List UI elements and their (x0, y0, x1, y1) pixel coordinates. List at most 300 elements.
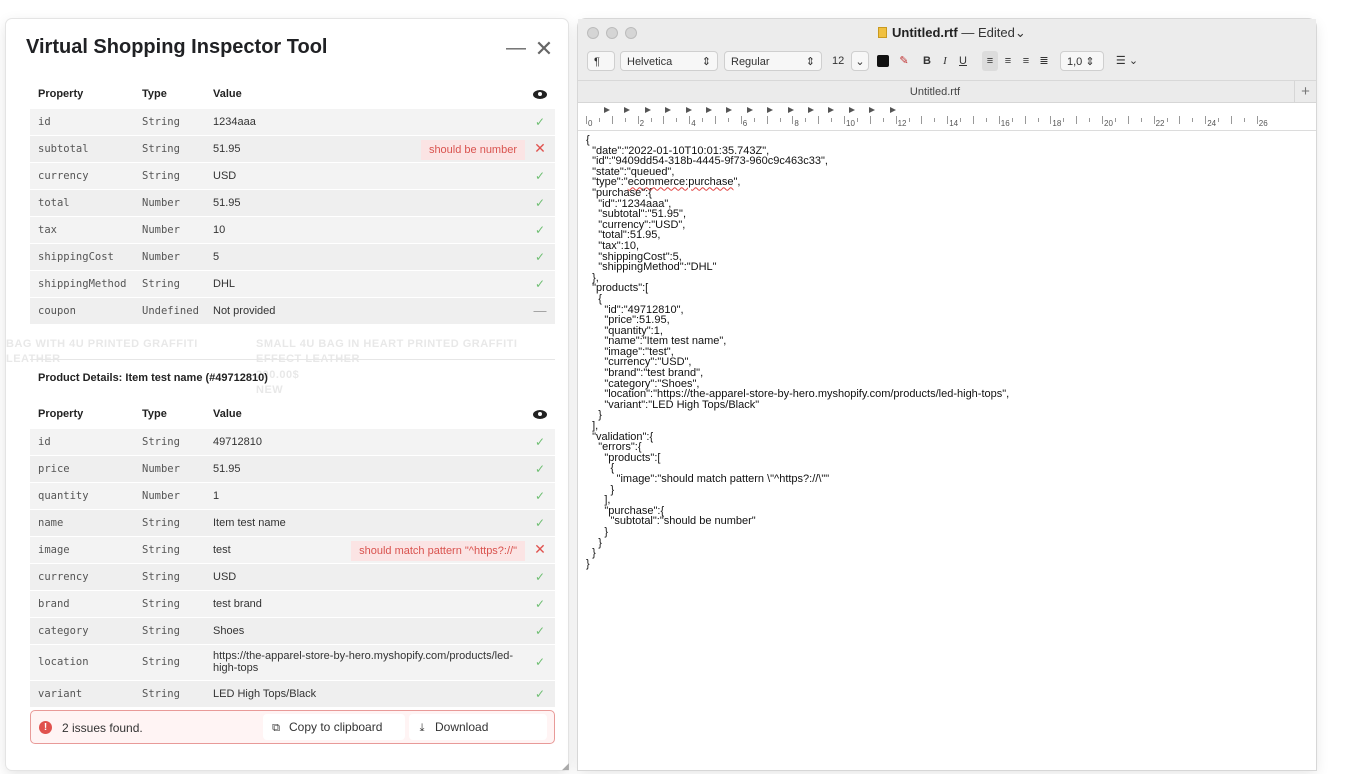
document-line: "state":"queued", (586, 165, 675, 178)
tab-stop-marker[interactable] (604, 107, 610, 113)
eye-icon (533, 90, 547, 99)
resize-grip-icon[interactable]: ◢ (562, 761, 569, 771)
updown-icon: ⇕ (701, 56, 711, 68)
ruler-tick (728, 118, 729, 122)
document-line: "price":51.95, (586, 314, 670, 327)
check-icon: ✓ (534, 276, 546, 291)
table-row[interactable] (30, 297, 555, 324)
inspector-title: Virtual Shopping Inspector Tool (26, 36, 328, 58)
new-tab-button[interactable]: + (1294, 81, 1316, 103)
row-value (205, 243, 525, 270)
ruler-tick (715, 116, 716, 124)
ruler-tick (1154, 116, 1155, 124)
row-type: String (134, 644, 205, 680)
ruler-tick (638, 116, 639, 124)
row-value-text: 49712810 (213, 435, 262, 448)
row-value-text: 1 (213, 489, 220, 502)
font-family-value: Helvetica (627, 56, 673, 68)
row-value (205, 644, 525, 680)
background-text: SMALL 4U BAG IN HEART PRINTED GRAFFITI (256, 338, 518, 350)
document-line: "name":"Item test name", (586, 335, 727, 348)
visibility-toggle[interactable] (525, 401, 555, 428)
table-row[interactable] (30, 428, 555, 455)
ruler-tick (1218, 118, 1219, 122)
document-line: "image":"should match pattern \"^https?://\"" (586, 473, 830, 485)
document-line: }, (586, 271, 599, 284)
ruler-tick (1257, 116, 1258, 124)
row-status (525, 243, 555, 270)
text-color-swatch[interactable] (877, 55, 889, 67)
close-button[interactable]: ✕ (534, 36, 554, 61)
row-property: brand (30, 590, 134, 617)
document-line: "validation":{ (586, 430, 654, 443)
row-value (205, 509, 525, 536)
issues-count: 2 issues found. (62, 721, 143, 735)
row-type: String (134, 108, 205, 135)
row-type: Number (134, 216, 205, 243)
updown-icon: ⇕ (1085, 56, 1095, 68)
window-close-button[interactable] (587, 27, 599, 39)
table-row[interactable] (30, 509, 555, 536)
error-message: should match pattern "^https?://" (351, 541, 525, 561)
ruler-tick (986, 118, 987, 122)
document-body[interactable] (586, 135, 1306, 765)
row-type: String (134, 509, 205, 536)
header-property: Property (30, 81, 134, 108)
row-property: currency (30, 563, 134, 590)
title-filename: Untitled.rtf (892, 25, 958, 40)
ruler-tick (1167, 118, 1168, 122)
row-value (205, 216, 525, 243)
row-status (525, 644, 555, 680)
tab-stop-marker[interactable] (726, 107, 732, 113)
row-value (205, 617, 525, 644)
ruler-tick (586, 116, 587, 124)
header-property: Property (30, 401, 134, 428)
row-status (525, 563, 555, 590)
inspector-content[interactable] (6, 81, 568, 707)
row-value-text: https://the-apparel-store-by-hero.myshopify.com/products/led-high-tops (213, 650, 513, 674)
header-type: Type (134, 81, 205, 108)
check-icon: ✓ (534, 434, 546, 449)
highlight-color-icon[interactable]: ✎ (899, 55, 909, 67)
chevron-down-icon: ⌄ (855, 56, 865, 68)
row-property: variant (30, 680, 134, 707)
font-size-field[interactable]: 12 (832, 55, 845, 67)
document-line: "purchase":{ (586, 504, 665, 517)
ruler-tick (973, 116, 974, 124)
table-row[interactable] (30, 270, 555, 297)
document-line: ], (586, 494, 611, 507)
tab-stop-marker[interactable] (890, 107, 896, 113)
tab-stop-marker[interactable] (706, 107, 712, 113)
document-line: { (586, 462, 615, 475)
copy-icon: ⧉ (272, 722, 280, 734)
table-row[interactable] (30, 455, 555, 482)
row-type: String (134, 270, 205, 297)
ruler-number: 20 (1104, 119, 1113, 128)
row-property: id (30, 108, 134, 135)
row-property: currency (30, 162, 134, 189)
background-text: NEW (256, 384, 284, 396)
row-property: price (30, 455, 134, 482)
document-line: } (586, 409, 602, 422)
row-value-text: DHL (213, 277, 236, 290)
table-header-row (30, 401, 555, 428)
ruler-tick (805, 118, 806, 122)
row-value-text: Not provided (213, 304, 276, 317)
titlebar (578, 19, 1316, 81)
ruler-tick (612, 116, 613, 124)
font-style-value: Regular (731, 56, 770, 68)
row-status (525, 108, 555, 135)
ruler-number: 2 (639, 119, 645, 128)
ruler-tick (792, 116, 793, 124)
row-value (205, 482, 525, 509)
row-value (205, 536, 525, 563)
ruler-tick (689, 116, 690, 124)
row-type: Number (134, 243, 205, 270)
paragraph-style-select[interactable] (587, 51, 615, 71)
row-status (525, 216, 555, 243)
row-type: String (134, 617, 205, 644)
align-right-icon[interactable]: ≡ (1022, 55, 1030, 67)
row-status (525, 270, 555, 297)
tab-stop-marker[interactable] (624, 107, 630, 113)
background-text: EFFECT LEATHER (256, 353, 360, 365)
row-value-text: USD (213, 169, 237, 182)
table-row[interactable] (30, 590, 555, 617)
list-bullets-icon[interactable]: ☰ ⌄ (1115, 55, 1139, 67)
inspector-panel (6, 19, 568, 770)
row-value (205, 162, 525, 189)
row-value-text: Shoes (213, 624, 245, 637)
ruler-tick (960, 118, 961, 122)
row-value-text: 10 (213, 223, 226, 236)
ruler-tick (883, 118, 884, 122)
table-row[interactable] (30, 108, 555, 135)
header-type: Type (134, 401, 205, 428)
background-text: LEATHER (6, 353, 61, 365)
table-row[interactable] (30, 216, 555, 243)
row-type: Number (134, 482, 205, 509)
document-line: "id":"9409dd54-318b-4445-9f73-960c9c463c33", (586, 155, 828, 168)
check-icon: ✓ (534, 569, 546, 584)
minimize-button[interactable]: — (506, 37, 526, 59)
ruler-tick (1038, 118, 1039, 122)
document-line: "id":"1234aaa", (586, 197, 672, 210)
row-value (205, 270, 525, 297)
row-property: image (30, 536, 134, 563)
document-line: "shippingCost":5, (586, 250, 682, 263)
row-property: coupon (30, 297, 134, 324)
product-table (30, 401, 555, 708)
ruler-tick (1076, 116, 1077, 124)
textedit-window (578, 19, 1316, 770)
document-line: } (586, 557, 590, 570)
table-row[interactable] (30, 536, 555, 563)
table-row[interactable] (30, 243, 555, 270)
tab-stop-marker[interactable] (869, 107, 875, 113)
ruler-number: 12 (897, 119, 907, 128)
tab-stop-marker[interactable] (808, 107, 814, 113)
error-x-icon: ✕ (534, 541, 546, 557)
ruler-tick (1141, 118, 1142, 122)
ruler-tick (818, 116, 819, 124)
row-type: Undefined (134, 297, 205, 324)
ruler-number: 6 (742, 119, 748, 128)
header-value: Value (205, 81, 525, 108)
header-value: Value (205, 401, 525, 428)
line-spacing-select[interactable] (1060, 51, 1104, 71)
row-type: String (134, 563, 205, 590)
ruler-tick (1025, 116, 1026, 124)
document-line: "subtotal":"should be number" (586, 515, 756, 528)
check-icon: ✓ (534, 195, 546, 210)
download-label: Download (435, 720, 489, 734)
ruler-tick (1063, 118, 1064, 122)
document-line: "products":[ (586, 282, 649, 295)
document-line: { (586, 292, 602, 305)
table-row[interactable] (30, 135, 555, 162)
updown-icon: ⇕ (805, 56, 815, 68)
table-row[interactable] (30, 482, 555, 509)
check-icon: ✓ (534, 168, 546, 183)
document-line: "shippingMethod":"DHL" (586, 261, 717, 274)
check-icon: ✓ (534, 623, 546, 638)
row-value (205, 297, 525, 324)
purchase-table (30, 81, 555, 325)
tab-stop-marker[interactable] (788, 107, 794, 113)
window-minimize-button[interactable] (606, 27, 618, 39)
table-row[interactable] (30, 189, 555, 216)
line-spacing-value: 1,0 (1067, 56, 1083, 68)
row-type: String (134, 536, 205, 563)
row-value-text: test brand (213, 597, 262, 610)
row-status (525, 162, 555, 189)
inspector-header (6, 19, 568, 81)
row-status (525, 482, 555, 509)
row-status (525, 455, 555, 482)
ruler-tick (780, 118, 781, 122)
align-center-icon[interactable]: ≡ (1004, 55, 1012, 67)
window-title[interactable] (878, 25, 1026, 41)
row-value-text: 51.95 (213, 462, 241, 475)
document-line: { (586, 134, 590, 146)
row-value (205, 428, 525, 455)
row-property: id (30, 428, 134, 455)
table-row[interactable] (30, 617, 555, 644)
document-line: "variant":"LED High Tops/Black" (586, 398, 760, 411)
document-line: "quantity":1, (586, 324, 663, 337)
check-icon: ✓ (534, 515, 546, 530)
document-line: "currency":"USD", (586, 218, 686, 231)
row-property: subtotal (30, 135, 134, 162)
tab-stop-marker[interactable] (747, 107, 753, 113)
row-value (205, 189, 525, 216)
ruler-number: 16 (1000, 119, 1010, 128)
row-status (525, 135, 555, 162)
document-line: "currency":"USD", (586, 356, 692, 369)
document-line: "tax":10, (586, 239, 640, 252)
error-x-icon: ✕ (534, 140, 546, 156)
row-value-text: Item test name (213, 516, 286, 529)
ruler-tick (857, 118, 858, 122)
document-line: "purchase":{ (586, 186, 652, 199)
ruler-tick (1128, 116, 1129, 124)
row-status (525, 617, 555, 644)
row-property: shippingCost (30, 243, 134, 270)
check-icon: ✓ (534, 655, 546, 669)
ruler-tick (741, 116, 742, 124)
ruler-tick (1012, 118, 1013, 122)
font-style-select[interactable] (724, 51, 822, 71)
row-status (525, 536, 555, 563)
row-value (205, 108, 525, 135)
table-row[interactable] (30, 162, 555, 189)
check-icon: ✓ (534, 596, 546, 611)
document-line: } (586, 536, 602, 549)
ruler-tick (676, 118, 677, 122)
row-status (525, 680, 555, 707)
ruler-number: 26 (1258, 119, 1268, 128)
check-icon: ✓ (534, 686, 546, 701)
download-button[interactable] (409, 714, 547, 740)
row-type: String (134, 428, 205, 455)
tab-stop-marker[interactable] (828, 107, 834, 113)
document-line: } (586, 547, 596, 560)
font-family-select[interactable] (620, 51, 718, 71)
table-row[interactable] (30, 680, 555, 707)
ruler-tick (625, 118, 626, 122)
row-type: String (134, 590, 205, 617)
check-icon: ✓ (534, 249, 546, 264)
ruler-tick (702, 118, 703, 122)
ruler-tick (1205, 116, 1206, 124)
document-line: "id":"49712810", (586, 303, 684, 316)
ruler-number: 8 (794, 119, 799, 128)
ruler-tick (651, 118, 652, 122)
row-value (205, 563, 525, 590)
ruler-tick (844, 116, 845, 124)
ruler-number: 22 (1155, 119, 1165, 128)
row-value-text: 51.95 (213, 196, 241, 209)
row-property: tax (30, 216, 134, 243)
eye-icon (533, 410, 547, 419)
align-justify-icon[interactable]: ≣ (1039, 55, 1049, 67)
ruler-tick (1179, 116, 1180, 124)
row-type: Number (134, 455, 205, 482)
ruler[interactable] (578, 103, 1316, 131)
row-value (205, 455, 525, 482)
document-line: "date":"2022-01-10T10:01:35.743Z", (586, 144, 770, 157)
window-zoom-button[interactable] (625, 27, 637, 39)
document-line: "total":51.95, (586, 229, 661, 242)
row-property: name (30, 509, 134, 536)
error-message: should be number (421, 140, 525, 160)
ruler-tick (754, 118, 755, 122)
row-property: total (30, 189, 134, 216)
check-icon: ✓ (534, 114, 546, 129)
download-icon: ⤓ (419, 722, 425, 734)
visibility-toggle[interactable] (525, 81, 555, 108)
ruler-tick (870, 116, 871, 124)
row-type: String (134, 680, 205, 707)
underline-button[interactable]: U (959, 55, 967, 67)
ruler-number: 10 (846, 119, 855, 128)
row-value-text: 5 (213, 250, 220, 263)
align-left-icon[interactable]: ≡ (982, 51, 998, 71)
row-status (525, 297, 555, 324)
ruler-number: 18 (1052, 119, 1062, 128)
row-status (525, 189, 555, 216)
ruler-number: 14 (949, 119, 959, 128)
ruler-tick (947, 116, 948, 124)
not-provided-icon: — (533, 303, 547, 318)
ruler-tick (1244, 118, 1245, 122)
font-size-dropdown[interactable] (851, 51, 869, 71)
document-line: ], (586, 420, 599, 433)
document-line: "errors":{ (586, 441, 642, 454)
tab-stop-marker[interactable] (665, 107, 671, 113)
tab-stop-marker[interactable] (849, 107, 855, 113)
title-chevron-icon: ⌄ (1014, 25, 1026, 40)
tab-stop-marker[interactable] (767, 107, 773, 113)
ruler-tick (921, 116, 922, 124)
row-status (525, 590, 555, 617)
bold-button[interactable]: B (923, 55, 931, 67)
row-property: shippingMethod (30, 270, 134, 297)
document-line: "subtotal":"51.95", (586, 208, 687, 221)
copy-label: Copy to clipboard (289, 720, 383, 734)
ruler-tick (1050, 116, 1051, 124)
ruler-tick (1115, 118, 1116, 122)
italic-button[interactable]: I (943, 55, 947, 67)
check-icon: ✓ (534, 488, 546, 503)
ruler-tick (767, 116, 768, 124)
background-text: BAG WITH 4U PRINTED GRAFFITI (6, 338, 198, 350)
document-line: "image":"test", (586, 345, 674, 358)
product-details-title: Product Details: Item test name (#49712810) (30, 359, 555, 395)
document-line: "category":"Shoes", (586, 377, 700, 390)
tab-stop-marker[interactable] (645, 107, 651, 113)
table-row[interactable] (30, 563, 555, 590)
copy-to-clipboard-button[interactable] (263, 714, 405, 740)
document-icon (878, 27, 887, 38)
table-row[interactable] (30, 644, 555, 680)
tab-stop-marker[interactable] (686, 107, 692, 113)
tab-bar (578, 81, 1316, 103)
row-type: Number (134, 189, 205, 216)
ruler-tick (934, 118, 935, 122)
ruler-tick (1231, 116, 1232, 124)
row-value-text: 51.95 (213, 142, 241, 155)
ruler-tick (831, 118, 832, 122)
paragraph-icon: ¶ (594, 56, 600, 68)
document-line: } (586, 483, 615, 496)
row-property: location (30, 644, 134, 680)
document-line: "products":[ (586, 451, 661, 464)
document-line: "type":"ecommerce:purchase", (586, 176, 741, 189)
ruler-tick (909, 118, 910, 122)
issues-bar (30, 710, 555, 744)
row-value (205, 135, 525, 162)
row-property: category (30, 617, 134, 644)
tab-document[interactable]: Untitled.rtf (909, 86, 961, 98)
ruler-tick (1102, 116, 1103, 124)
ruler-tick (999, 116, 1000, 124)
document-line: "brand":"test brand", (586, 367, 704, 380)
